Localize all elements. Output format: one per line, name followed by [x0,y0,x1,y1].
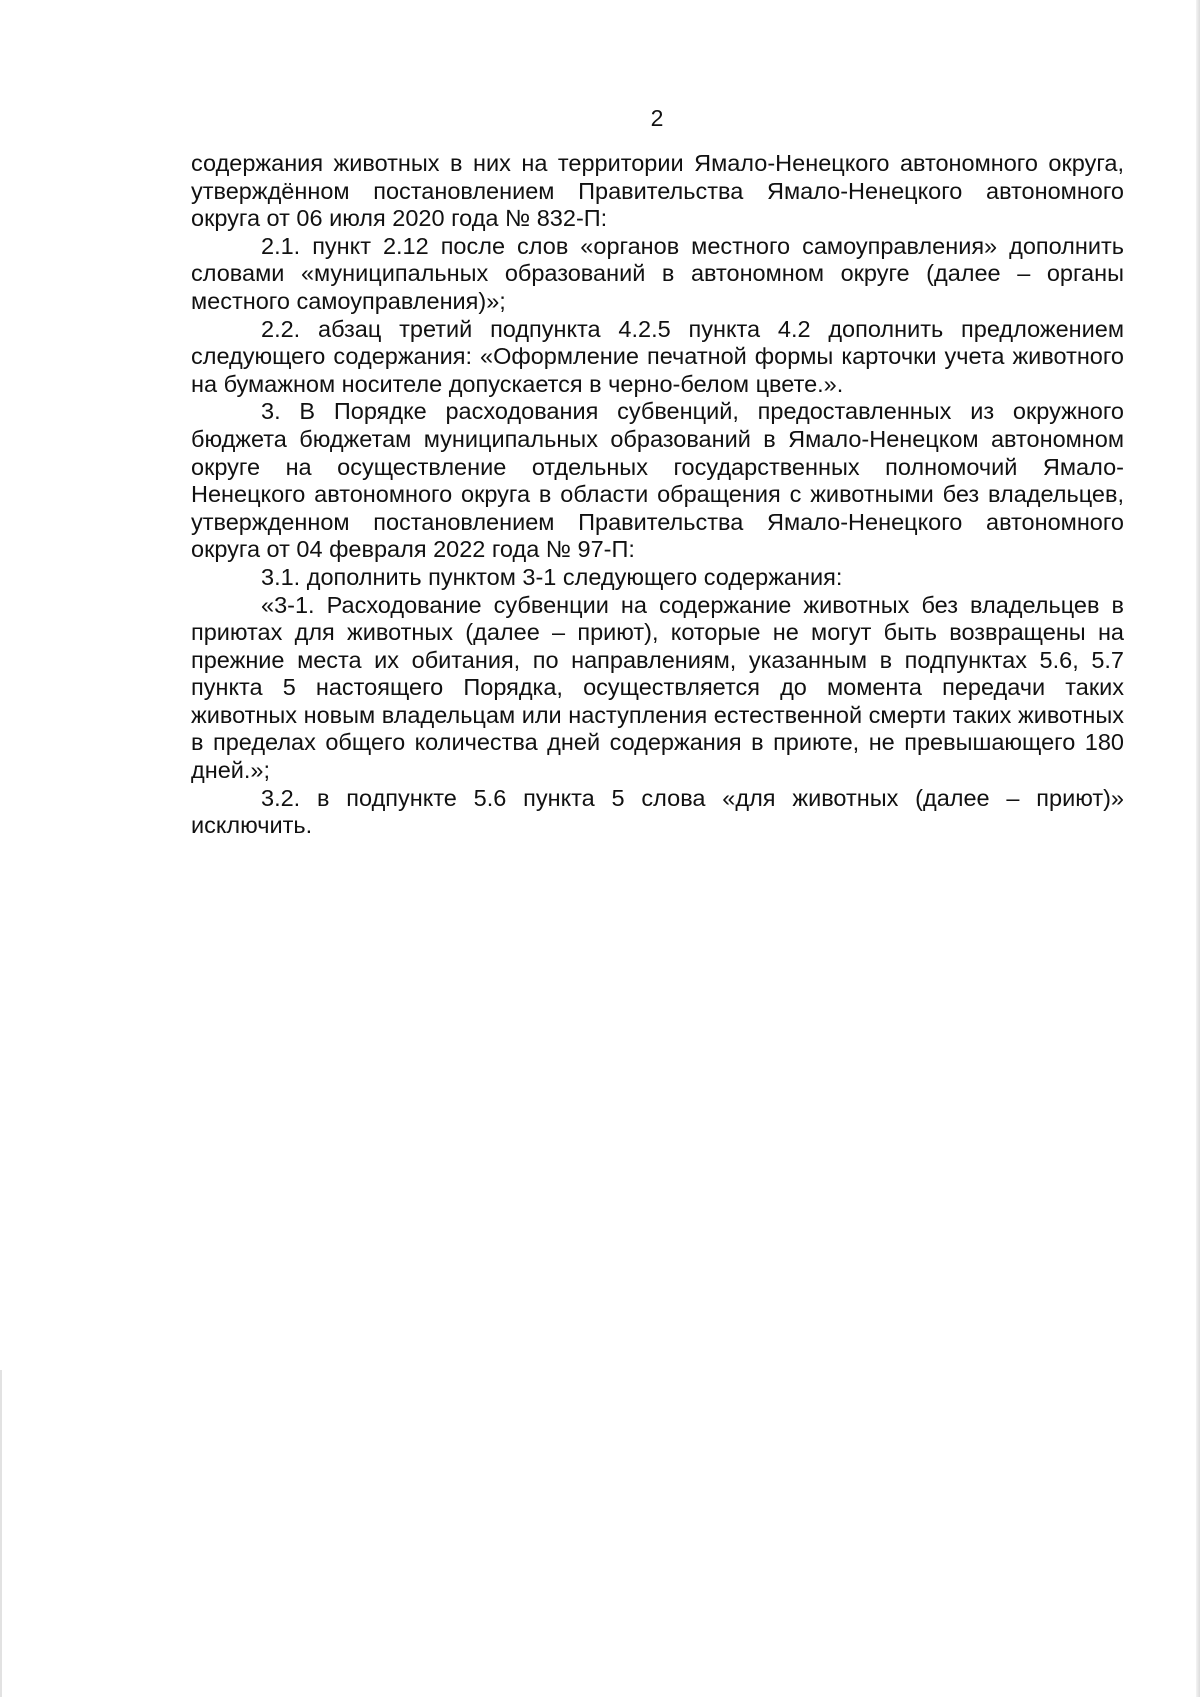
paragraph-3-2: 3.2. в подпункте 5.6 пункта 5 слова «для животных (далее – приют)» исключить. [191,784,1124,839]
paragraph-2-1: 2.1. пункт 2.12 после слов «органов местного самоуправления» дополнить словами «муниципальных образований в автономном округе (далее – органы местного самоуправления)»; [191,232,1124,314]
paragraph-3: 3. В Порядке расходования субвенций, предоставленных из окружного бюджета бюджетам муниципальных образований в Ямало-Ненецком автономном округе на осуществление отдельных государственных полномочий Ямало-Ненецкого автономного округа в области обращения с животными без владельцев, утвержденном постановлением Правительства Ямало-Ненецкого автономного округа от 04 февраля 2022 года № 97-П: [191,398,1124,563]
paragraph-2-2: 2.2. абзац третий подпункта 4.2.5 пункта 4.2 дополнить предложением следующего содержания: «Оформление печатной формы карточки учета животного на бумажном носителе допускается в черно-белом цвете.». [191,315,1124,397]
paragraph-3-1-text: «3-1. Расходование субвенции на содержание животных без владельцев в приютах для животных (далее – приют), которые не могут быть возвращены на прежние места их обитания, по направлениям, указанным в подпунктах 5.6, 5.7 пункта 5 настоящего Порядка, осуществляется до момента передачи таких животных новым владельцам или наступления естественной смерти таких животных в пределах общего количества дней содержания в приюте, не превышающего 180 дней.»; [191,591,1124,784]
paragraph-3-1: 3.1. дополнить пунктом 3-1 следующего содержания: [261,563,843,590]
paragraph-continuation: содержания животных в них на территории Ямало-Ненецкого автономного округа, утверждённом постановлением Правительства Ямало-Ненецкого автономного округа от 06 июля 2020 года № 832-П: [191,150,1124,232]
scan-edge-left [0,1370,2,1697]
page-number: 2 [650,105,664,131]
document-body [191,150,1124,840]
scan-edge-right [1196,0,1200,1697]
